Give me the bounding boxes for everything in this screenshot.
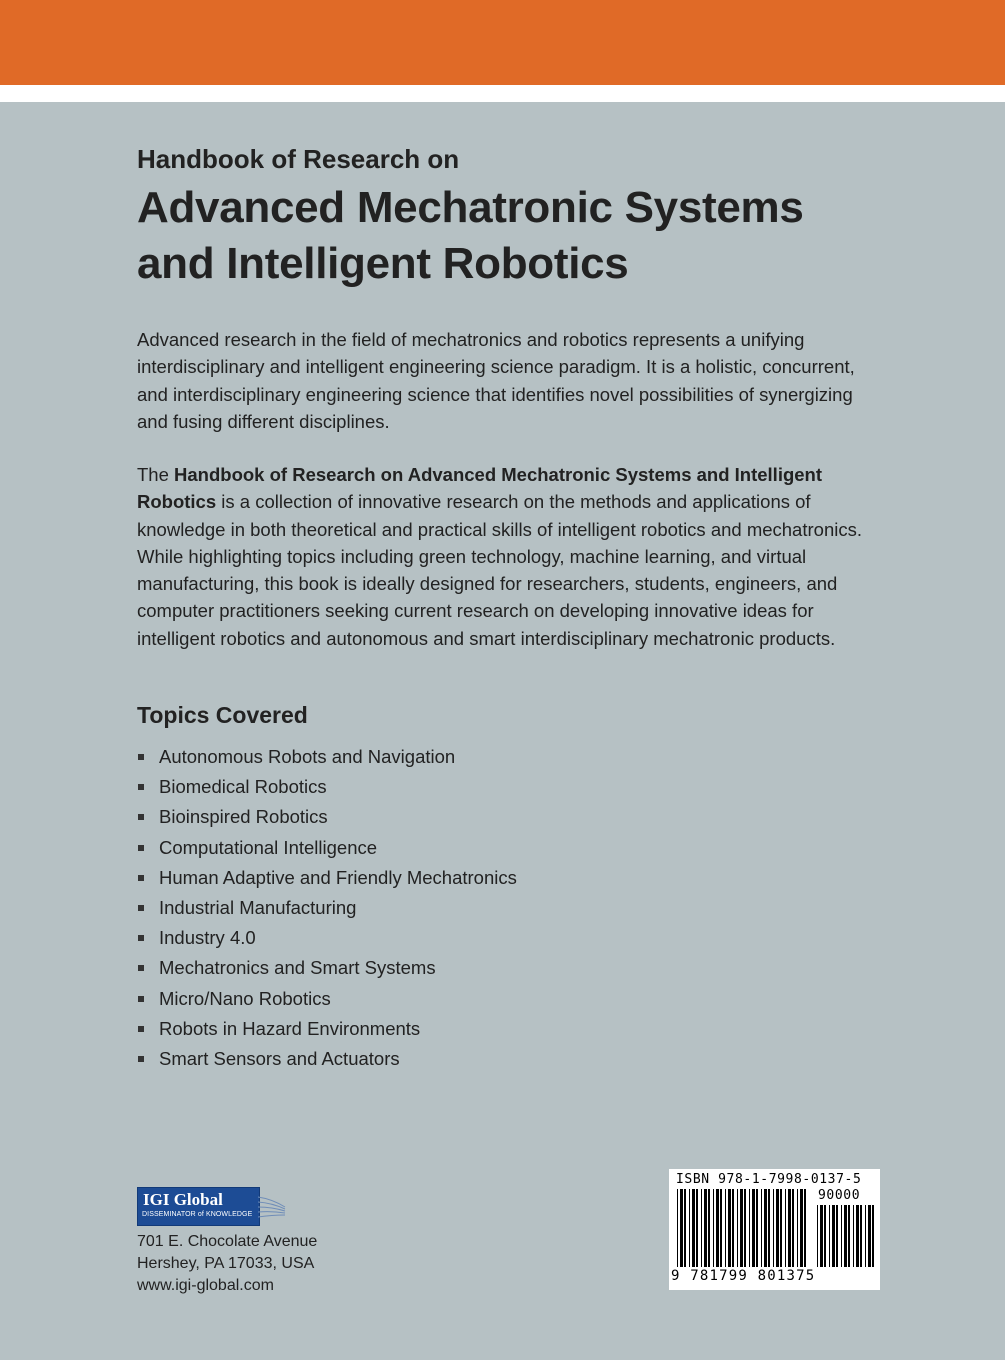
- topics-heading: Topics Covered: [137, 702, 308, 728]
- topic-item: [137, 984, 517, 1014]
- topic-item: [137, 953, 517, 983]
- barcode-bar: [740, 1189, 743, 1267]
- top-orange-band: [0, 0, 1005, 85]
- publisher-website: www.igi-global.com: [137, 1277, 274, 1294]
- barcode-bar: [752, 1189, 755, 1267]
- square-bullet-icon: [138, 935, 144, 941]
- barcode-bar: [785, 1189, 786, 1267]
- square-bullet-icon: [138, 1056, 144, 1062]
- topic-item: [137, 863, 517, 893]
- isbn-barcode: [669, 1169, 880, 1290]
- book-title-line2: and Intelligent Robotics: [137, 239, 629, 288]
- topic-label: Human Adaptive and Friendly Mechatronics: [159, 866, 517, 888]
- barcode-bar: [677, 1189, 678, 1267]
- barcode-bar: [829, 1205, 830, 1267]
- paragraph2-book-title: Handbook of Research on Advanced Mechatronic Systems and Intelligent Robotics: [137, 464, 823, 513]
- square-bullet-icon: [138, 814, 144, 820]
- barcode-bar: [680, 1189, 683, 1267]
- topic-label: Bioinspired Robotics: [159, 806, 328, 828]
- barcode-bar: [768, 1189, 770, 1267]
- white-separator: [0, 85, 1005, 102]
- barcode-bar: [832, 1205, 835, 1267]
- barcode-bar: [780, 1189, 782, 1267]
- barcode-bar: [817, 1205, 818, 1267]
- barcode-bar: [713, 1189, 714, 1267]
- barcode-bar: [692, 1189, 695, 1267]
- barcode-bar: [737, 1189, 738, 1267]
- topic-item: [137, 742, 517, 772]
- topic-label: Industrial Manufacturing: [159, 897, 357, 919]
- square-bullet-icon: [138, 905, 144, 911]
- barcode-bar: [761, 1189, 762, 1267]
- isbn-label: ISBN 978-1-7998-0137-5: [676, 1172, 862, 1187]
- topic-label: Autonomous Robots and Navigation: [159, 746, 456, 767]
- topic-item: [137, 1014, 517, 1044]
- square-bullet-icon: [138, 1026, 144, 1032]
- square-bullet-icon: [138, 845, 144, 851]
- barcode-bar: [792, 1189, 794, 1267]
- book-title: [137, 180, 877, 292]
- logo-name: IGI Global: [143, 1190, 223, 1209]
- description-paragraph-2: [137, 461, 877, 652]
- square-bullet-icon: [138, 784, 144, 790]
- description-paragraph-1: Advanced research in the field of mechatronics and robotics represents a unifying interdisciplinary and intelligent engineering science paradigm. It is a holistic, concurrent, and interdisciplinary engineering science that identifies novel possibilities of synergizing and fusing different disciplines.: [137, 329, 855, 432]
- topic-label: Micro/Nano Robotics: [159, 987, 331, 1009]
- paragraph2-rest: is a collection of innovative research on the methods and applications of knowledge in both theoretical and practical skills of intelligent robotics and mechatronics. While highlighting topics including green technology, machine learning, and virtual manufacturing, this book is ideally designed for researchers, students, engineers, and computer practitioners seeking current research on developing innovative ideas for intelligent robotics and autonomous and smart interdisciplinary mechatronic products.: [137, 491, 862, 649]
- barcode-number: 9 781799 801375: [671, 1268, 816, 1284]
- cover-content: [137, 142, 877, 1070]
- barcode-bar: [820, 1205, 823, 1267]
- barcode-bar: [844, 1205, 847, 1267]
- barcode-bar: [824, 1205, 826, 1267]
- topic-item: [137, 772, 517, 802]
- topic-item: [137, 893, 517, 923]
- barcode-bar: [764, 1189, 767, 1267]
- address-street: 701 E. Chocolate Avenue: [137, 1233, 318, 1250]
- barcode-bar: [684, 1189, 686, 1267]
- topic-item: [137, 1044, 517, 1074]
- topics-list: [137, 742, 517, 1074]
- barcode-bar: [776, 1189, 779, 1267]
- barcode-bar: [689, 1189, 690, 1267]
- barcode-bar: [868, 1205, 871, 1267]
- square-bullet-icon: [138, 754, 144, 760]
- topic-label: Industry 4.0: [159, 927, 256, 949]
- isbn-addon-code: 90000: [818, 1188, 861, 1203]
- square-bullet-icon: [138, 875, 144, 881]
- barcode-bar: [865, 1205, 866, 1267]
- topic-label: Smart Sensors and Actuators: [159, 1048, 400, 1070]
- paragraph2-lead: The: [137, 464, 175, 485]
- book-supertitle: Handbook of Research on: [137, 144, 460, 174]
- barcode-bar: [720, 1189, 722, 1267]
- barcode-bar: [860, 1205, 862, 1267]
- barcode-bar: [749, 1189, 750, 1267]
- barcode-bar: [800, 1189, 803, 1267]
- topic-label: Mechatronics and Smart Systems: [159, 957, 436, 979]
- barcode-bar: [788, 1189, 791, 1267]
- topic-item: [137, 923, 517, 953]
- topic-item: [137, 802, 517, 832]
- igi-global-logo: [137, 1187, 260, 1226]
- barcode-bar: [696, 1189, 698, 1267]
- barcode-bar: [716, 1189, 719, 1267]
- barcode-bar: [853, 1205, 854, 1267]
- topic-label: Robots in Hazard Environments: [159, 1017, 421, 1039]
- barcode-bar: [804, 1189, 806, 1267]
- barcode-bar: [872, 1205, 874, 1267]
- barcode-bar: [797, 1189, 798, 1267]
- publisher-address: [137, 1231, 317, 1297]
- barcode-bar: [708, 1189, 710, 1267]
- barcode-bar: [732, 1189, 734, 1267]
- square-bullet-icon: [138, 965, 144, 971]
- barcode-bar: [725, 1189, 726, 1267]
- barcode-bar: [704, 1189, 707, 1267]
- topic-label: Biomedical Robotics: [159, 776, 327, 798]
- barcode-bar: [701, 1189, 702, 1267]
- barcode-bar: [744, 1189, 746, 1267]
- barcode-bar: [848, 1205, 850, 1267]
- barcode-bar: [836, 1205, 838, 1267]
- square-bullet-icon: [138, 996, 144, 1002]
- barcode-bar: [728, 1189, 731, 1267]
- barcode-bar: [856, 1205, 859, 1267]
- logo-tagline: DISSEMINATOR of KNOWLEDGE: [142, 1211, 253, 1218]
- topic-label: Computational Intelligence: [159, 836, 378, 858]
- barcode-bar: [756, 1189, 758, 1267]
- barcode-bar: [773, 1189, 774, 1267]
- barcode-bar: [841, 1205, 842, 1267]
- logo-globe-lines-icon: [258, 1193, 286, 1221]
- book-title-line1: Advanced Mechatronic Systems: [137, 183, 804, 232]
- topic-item: [137, 833, 517, 863]
- address-city: Hershey, PA 17033, USA: [137, 1255, 315, 1272]
